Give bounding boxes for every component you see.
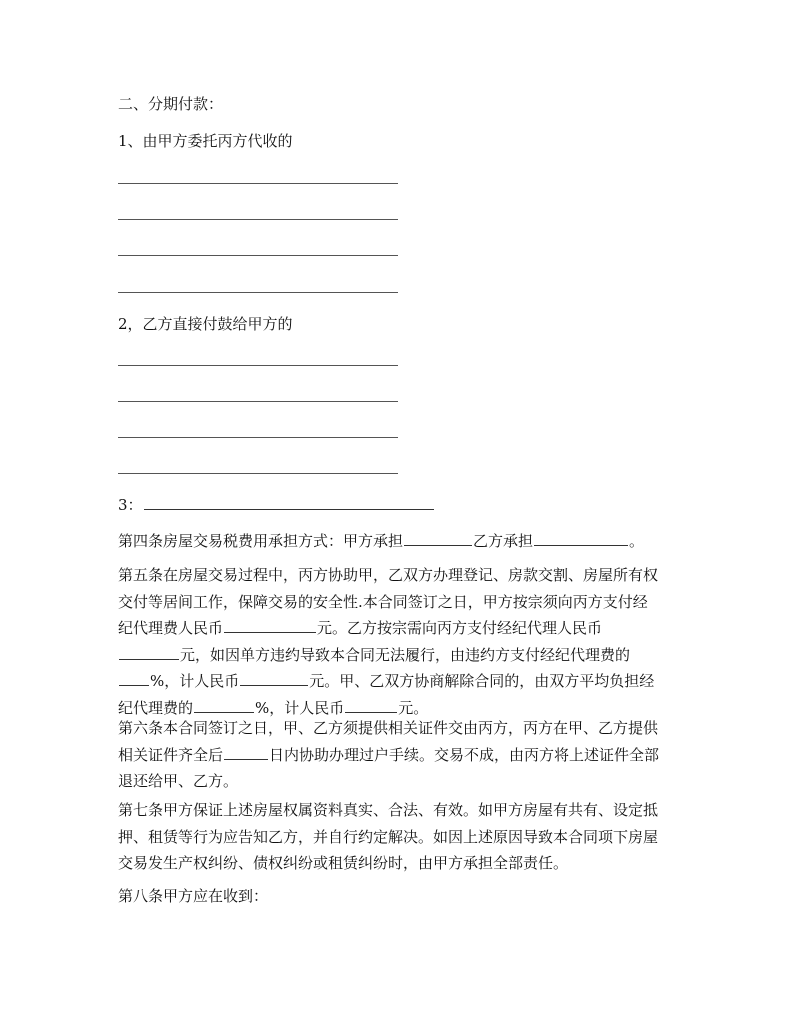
article-7 <box>118 797 678 877</box>
blank-line <box>118 473 398 474</box>
blank-line <box>118 219 398 220</box>
item-3-row <box>118 495 435 514</box>
article-6-line <box>118 742 678 769</box>
blank-line <box>404 531 472 546</box>
article-4-text: 乙方承担 <box>473 532 534 550</box>
article-5 <box>118 562 678 721</box>
article-8-heading: 第八条甲方应在收到： <box>118 887 269 905</box>
text: 纪代理费的 <box>118 698 194 717</box>
article-4-text: 第四条房屋交易税费用承担方式：甲方承担 <box>118 532 404 550</box>
article-6-line: 退还给甲、乙方。 <box>118 772 239 790</box>
blank-line <box>194 698 254 713</box>
article-5-line <box>118 668 678 695</box>
blank-line <box>118 437 398 438</box>
blank-line <box>119 645 179 660</box>
article-4-text: 。 <box>629 532 645 550</box>
text: 日内协助办理过户手续。交易不成，由丙方将上述证件全部 <box>269 745 660 764</box>
installment-heading: 二、分期付款： <box>118 95 224 113</box>
article-5-line: 第五条在房屋交易过程中，丙方协助甲，乙双方办理登记、房款交割、房屋所有权 <box>118 566 659 584</box>
article-5-line <box>118 615 678 642</box>
blank-line <box>144 495 434 510</box>
item-2-label: 2，乙方直接付鼓给甲方的 <box>118 315 293 333</box>
blank-line <box>345 698 397 713</box>
article-7-line: 第七条甲方保证上述房屋权属资料真实、合法、有效。如甲方房屋有共有、设定抵 <box>118 801 659 819</box>
blank-line <box>118 255 398 256</box>
article-4 <box>118 531 644 550</box>
article-6-line: 第六条本合同签订之日，甲、乙方须提供相关证件交由丙方，丙方在甲、乙方提供 <box>118 719 659 737</box>
text: %，计人民币 <box>150 672 240 690</box>
text: 元。 <box>398 698 429 717</box>
blank-line <box>224 618 316 633</box>
text: 元。乙方按宗需向丙方支付经纪代理人民币 <box>317 619 603 637</box>
blank-line <box>224 745 268 760</box>
blank-line <box>240 671 308 686</box>
article-6 <box>118 715 678 795</box>
item-1-label: 1、由甲方委托丙方代收的 <box>118 132 293 150</box>
blank-line <box>534 531 628 546</box>
text: 纪代理费人民币 <box>118 619 224 637</box>
text: %，计人民币 <box>255 698 345 717</box>
blank-line <box>118 183 398 184</box>
text: 元，如因单方违约导致本合同无法履行，由违约方支付经纪代理费的 <box>180 645 631 664</box>
article-5-line: 交付等居间工作，保障交易的安全性.本合同签订之日，甲方按宗须向丙方支付经 <box>118 592 648 611</box>
blank-line <box>118 365 398 366</box>
article-7-line: 押、租赁等行为应告知乙方，并自行约定解决。如因上述原因导致本合同项下房屋 <box>118 827 659 846</box>
article-7-line: 交易发生产权纠纷、债权纠纷或租赁纠纷时，由甲方承担全部责任。 <box>118 854 569 872</box>
text: 相关证件齐全后 <box>118 745 224 764</box>
blank-line <box>118 401 398 402</box>
article-5-line <box>118 642 678 669</box>
blank-line <box>118 292 398 293</box>
text: 元。甲、乙双方协商解除合同的，由双方平均负担经 <box>309 672 655 690</box>
item-3-label: 3： <box>118 496 143 514</box>
blank-line <box>119 671 149 686</box>
